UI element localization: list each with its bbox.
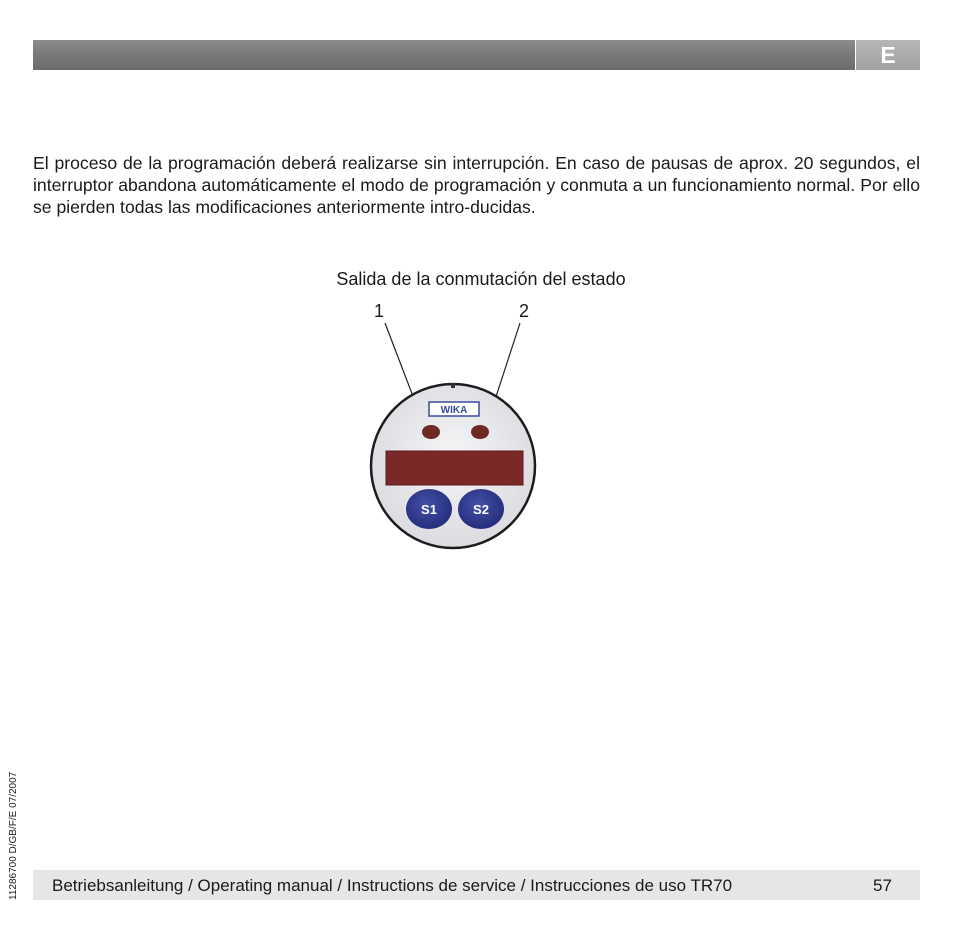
top-notch (451, 383, 455, 388)
figure-caption: Salida de la conmutación del estado (336, 269, 626, 289)
s2-button-label: S2 (473, 502, 489, 517)
s1-button[interactable] (406, 489, 452, 529)
callout-number-2: 2 (519, 301, 530, 321)
s2-button[interactable] (458, 489, 504, 529)
status-led-2 (471, 425, 489, 439)
digital-display (386, 451, 523, 485)
callout-number-1: 1 (374, 301, 385, 321)
document-code: 11286700 D/GB/F/E 07/2007 (8, 771, 19, 900)
footer-text: Betriebsanleitung / Operating manual / Instructions de service / Instrucciones de uso TR70 (52, 876, 733, 895)
status-led-1 (422, 425, 440, 439)
s1-button-label: S1 (421, 502, 437, 517)
body-paragraph: El proceso de la programación deberá realizarse sin interrupción. En caso de pausas de aprox. 20 segundos, el interruptor abandona automáticamente el modo de programación y conmuta a un funcionamiento normal. Por ello se pierden todas las modificaciones anteriormente intro-ducidas. (33, 153, 920, 217)
language-tab: E (856, 40, 920, 70)
page-number: 57 (873, 876, 892, 895)
wika-logo (429, 402, 479, 416)
wika-logo-text: WIKA (440, 405, 468, 416)
